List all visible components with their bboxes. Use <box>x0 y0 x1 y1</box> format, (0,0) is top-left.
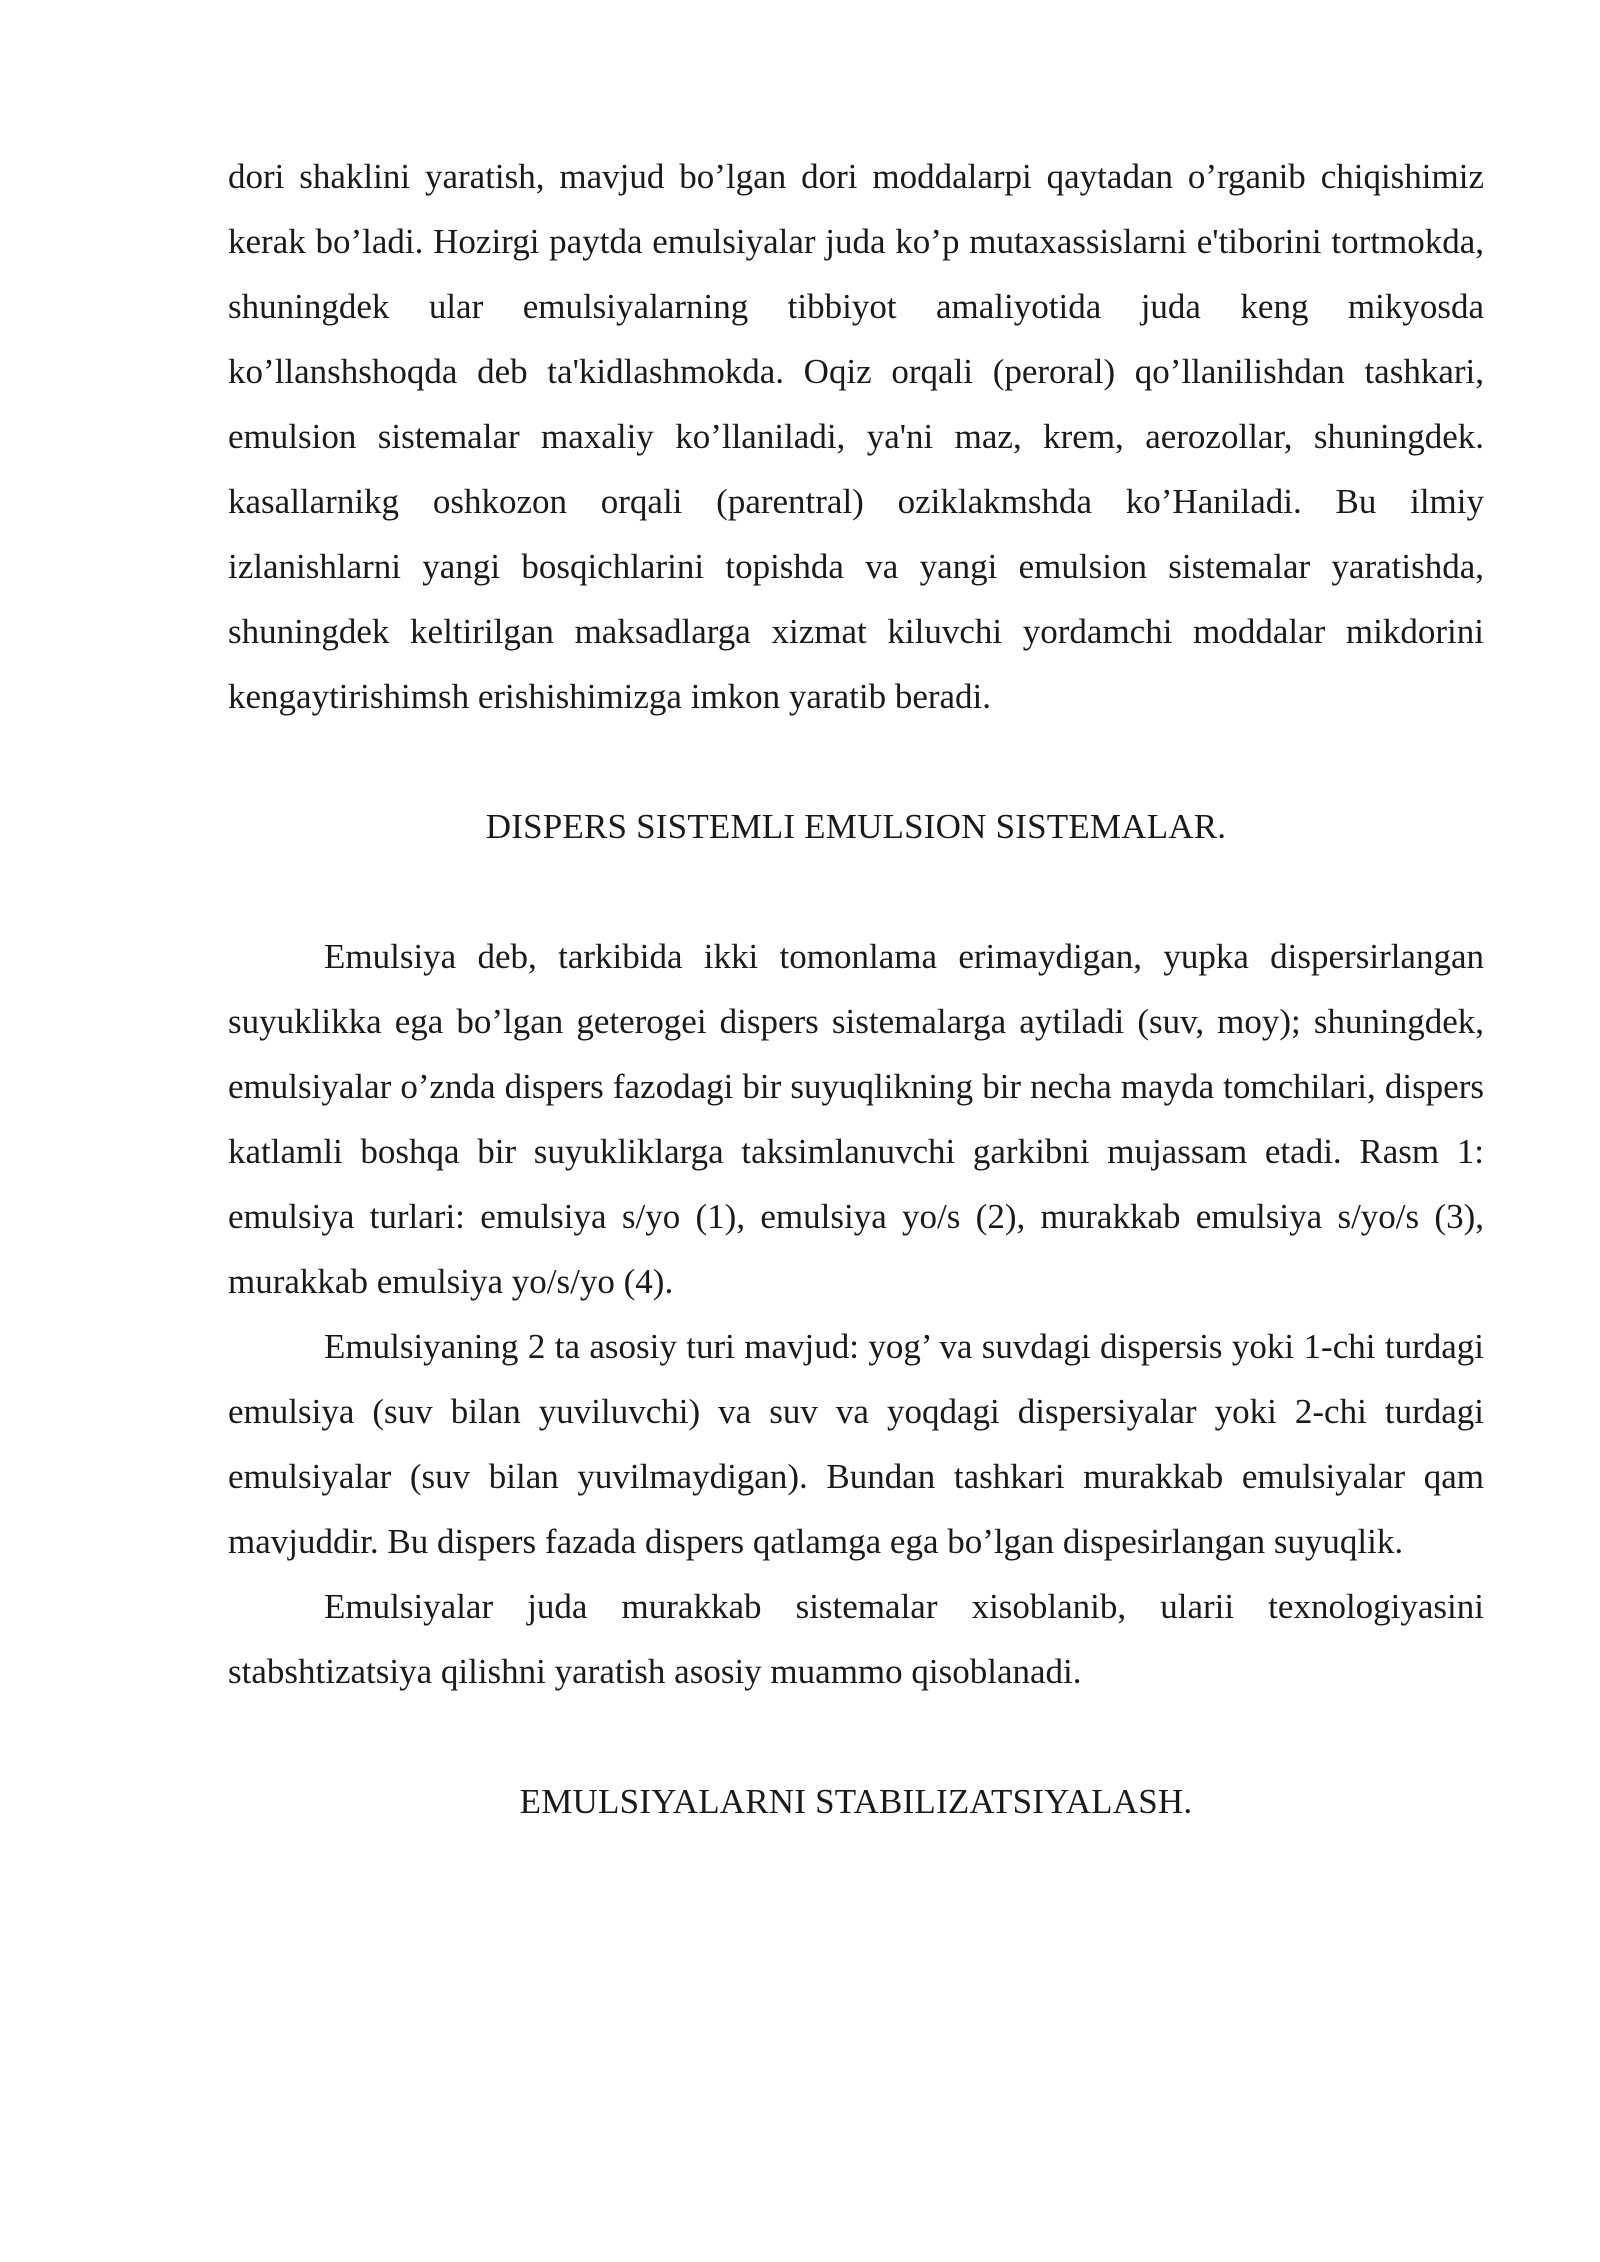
document-body <box>228 144 1484 1834</box>
section-heading-stabilizatsiyalash: EMULSIYALARNI STABILIZATSIYALASH. <box>519 1782 1193 1821</box>
paragraph-intro-continuation: dori shaklini yaratish, mavjud bo’lgan dori moddalarpi qaytadan o’rganib chiqishimiz kerak bo’ladi. Hozirgi paytda emulsiyalar juda ko’p mutaxassislarni e'tiborini tortmokda, shuningdek ular emulsiyalarning tibbiyot amaliyotida juda keng mikyosda ko’llanshshoqda deb ta'kidlashmokda. Oqiz orqali (peroral) qo’llanilishdan tashkari, emulsion sistemalar maxaliy ko’llaniladi, ya'ni maz, krem, aerozollar, shuningdek. kasallarnikg oshkozon orqali (parentral) oziklakmshda ko’Haniladi. Bu ilmiy izlanishlarni yangi bosqichlarini topishda va yangi emulsion sistemalar yaratishda, shuningdek keltirilgan maksadlarga xizmat kiluvchi yordamchi moddalar mikdorini kengaytirishimsh erishishimizga imkon yaratib beradi. <box>228 157 1484 716</box>
section-heading-dispers-sistemli: DISPERS SISTEMLI EMULSION SISTEMALAR. <box>485 807 1227 846</box>
paragraph-emulsiya-stabilization-problem: Emulsiyalar juda murakkab sistemalar xisoblanib, ularii texnologiyasini stabshtizatsiya qilishni yaratish asosiy muammo qisoblanadi. <box>228 1587 1484 1691</box>
paragraph-emulsiya-types: Emulsiyaning 2 ta asosiy turi mavjud: yog’ va suvdagi dispersis yoki 1-chi turdagi emulsiya (suv bilan yuviluvchi) va suv va yoqdagi dispersiyalar yoki 2-chi turdagi emulsiyalar (suv bilan yuvilmaydigan). Bundan tashkari murakkab emulsiyalar qam mavjuddir. Bu dispers fazada dispers qatlamga ega bo’lgan dispesirlangan suyuqlik. <box>228 1327 1484 1561</box>
paragraph-emulsiya-definition: Emulsiya deb, tarkibida ikki tomonlama erimaydigan, yupka dispersirlangan suyuklikka ega bo’lgan geterogei dispers sistemalarga aytiladi (suv, moy); shuningdek, emulsiyalar o’znda dispers fazodagi bir suyuqlikning bir necha mayda tomchilari, dispers katlamli boshqa bir suyukliklarga taksimlanuvchi garkibni mujassam etadi. Rasm 1: emulsiya turlari: emulsiya s/yo (1), emulsiya yo/s (2), murakkab emulsiya s/yo/s (3), murakkab emulsiya yo/s/yo (4). <box>228 937 1484 1301</box>
